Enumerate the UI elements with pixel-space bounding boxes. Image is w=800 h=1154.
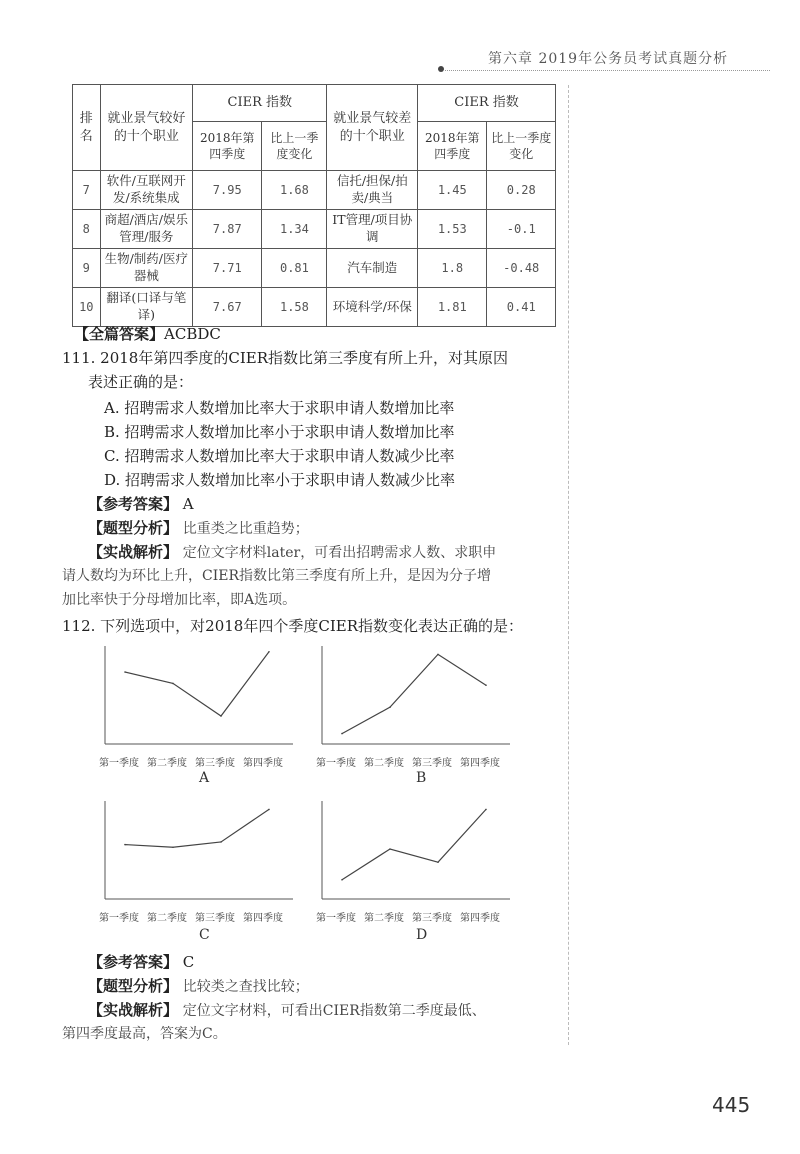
change-b-cell: 0.41 xyxy=(487,288,556,327)
page-number: 445 xyxy=(712,1093,751,1117)
cat-label: 第四季度 xyxy=(243,913,283,924)
data-point xyxy=(341,733,343,735)
job-better-cell: 商超/酒店/娱乐管理/服务 xyxy=(100,210,192,249)
cat-label: 第二季度 xyxy=(147,758,187,769)
data-point xyxy=(389,848,391,850)
change-b-cell: -0.48 xyxy=(487,249,556,288)
chart-a-svg xyxy=(95,640,305,752)
q111-sol-line3: 加比率快于分母增加比率，即A选项。 xyxy=(62,592,297,608)
job-worse-cell: 信托/担保/拍卖/典当 xyxy=(327,171,418,210)
cat-label: 第四季度 xyxy=(460,758,500,769)
job-better-cell: 翻译(口译与笔译) xyxy=(100,288,192,327)
job-better-cell: 生物/制药/医疗器械 xyxy=(100,249,192,288)
q111-option-d: D. 招聘需求人数增加比率小于求职申请人数减少比率 xyxy=(104,471,456,489)
q4-a-cell: 7.71 xyxy=(193,249,262,288)
cat-label: 第二季度 xyxy=(147,913,187,924)
q112-type-label: 【题型分析】 xyxy=(88,977,179,995)
full-answer-line xyxy=(74,322,221,346)
q4-b-cell: 1.45 xyxy=(418,171,487,210)
series-line xyxy=(125,652,269,716)
q111-sol-line1 xyxy=(88,540,496,565)
chart-d-svg xyxy=(312,795,522,907)
chart-c-letter: C xyxy=(199,927,210,943)
chart-a-categories xyxy=(95,754,287,769)
q111-option-c: C. 招聘需求人数增加比率大于求职申请人数减少比率 xyxy=(104,447,455,465)
q112-sol-line1 xyxy=(88,998,486,1023)
cat-label: 第三季度 xyxy=(412,913,452,924)
data-point xyxy=(268,651,270,653)
table-row xyxy=(73,171,556,210)
th-better-jobs: 就业景气较好的十个职业 xyxy=(100,85,192,171)
q112-ref-line xyxy=(88,950,194,974)
full-answer-label: 【全篇答案】 xyxy=(74,325,165,343)
series-line xyxy=(342,654,486,733)
data-point xyxy=(172,846,174,848)
data-point xyxy=(268,809,270,811)
q112-ref-value: C xyxy=(182,953,195,971)
chart-c-svg xyxy=(95,795,305,907)
q4-a-cell: 7.67 xyxy=(193,288,262,327)
q111-type-value: 比重类之比重趋势； xyxy=(182,521,309,537)
th-cier-b: CIER 指数 xyxy=(418,85,556,122)
th-cier-a: CIER 指数 xyxy=(193,85,327,122)
q4-b-cell: 1.53 xyxy=(418,210,487,249)
q112-sol-text1: 定位文字材料，可看出CIER指数第二季度最低、 xyxy=(182,1003,486,1019)
q111-option-b: B. 招聘需求人数增加比率小于求职申请人数增加比率 xyxy=(104,423,455,441)
q111-type-label: 【题型分析】 xyxy=(88,519,179,537)
q111-sol-label: 【实战解析】 xyxy=(88,543,179,561)
q112-sol-line2: 第四季度最高，答案为C。 xyxy=(62,1026,227,1042)
data-point xyxy=(485,684,487,686)
chart-d xyxy=(312,795,522,945)
chart-b xyxy=(312,640,522,790)
th-worse-jobs: 就业景气较差的十个职业 xyxy=(327,85,418,171)
q112-ref-label: 【参考答案】 xyxy=(88,953,179,971)
q111-ref-value: A xyxy=(182,495,194,513)
cat-label: 第一季度 xyxy=(99,758,139,769)
q4-b-cell: 1.8 xyxy=(418,249,487,288)
header-bullet xyxy=(438,66,444,72)
data-point xyxy=(220,841,222,843)
data-point xyxy=(437,654,439,656)
chart-b-svg xyxy=(312,640,522,752)
cat-label: 第一季度 xyxy=(316,913,356,924)
chart-c xyxy=(95,795,305,945)
series-line xyxy=(342,809,486,879)
th-change-a: 比上一季度变化 xyxy=(262,122,327,171)
chart-d-letter: D xyxy=(416,927,428,943)
chart-d-categories xyxy=(312,909,504,924)
cat-label: 第四季度 xyxy=(243,758,283,769)
chart-a-letter: A xyxy=(199,770,210,786)
job-worse-cell: IT管理/项目协调 xyxy=(327,210,418,249)
full-answer-value: ACBDC xyxy=(164,325,221,343)
q111-sol-text1: 定位文字材料later，可看出招聘需求人数、求职申 xyxy=(182,545,497,561)
job-worse-cell: 汽车制造 xyxy=(327,249,418,288)
th-q4-b: 2018年第四季度 xyxy=(418,122,487,171)
data-point xyxy=(172,683,174,685)
data-point xyxy=(485,809,487,811)
margin-rule xyxy=(568,85,569,1045)
chart-b-categories xyxy=(312,754,504,769)
change-b-cell: 0.28 xyxy=(487,171,556,210)
q111-ref-label: 【参考答案】 xyxy=(88,495,179,513)
chart-c-categories xyxy=(95,909,287,924)
cier-table xyxy=(72,84,556,327)
chart-a xyxy=(95,640,305,790)
data-point xyxy=(389,706,391,708)
cat-label: 第四季度 xyxy=(460,913,500,924)
cat-label: 第一季度 xyxy=(316,758,356,769)
q111-type-line xyxy=(88,516,309,541)
header-rule xyxy=(445,70,770,71)
series-line xyxy=(125,809,269,847)
q112-type-value: 比较类之查找比较； xyxy=(182,979,309,995)
cat-label: 第三季度 xyxy=(195,913,235,924)
rank-cell: 10 xyxy=(73,288,101,327)
change-a-cell: 1.34 xyxy=(262,210,327,249)
cat-label: 第三季度 xyxy=(412,758,452,769)
data-point xyxy=(341,879,343,881)
th-q4-a: 2018年第四季度 xyxy=(193,122,262,171)
table-row xyxy=(73,288,556,327)
rank-cell: 7 xyxy=(73,171,101,210)
q111-stem-line1: 111. 2018年第四季度的CIER指数比第三季度有所上升，对其原因 xyxy=(62,349,508,367)
q111-sol-line2: 请人数均为环比上升，CIER指数比第三季度有所上升，是因为分子增 xyxy=(62,568,492,584)
q4-a-cell: 7.95 xyxy=(193,171,262,210)
cat-label: 第一季度 xyxy=(99,913,139,924)
data-point xyxy=(124,844,126,846)
q111-option-a: A. 招聘需求人数增加比率大于求职申请人数增加比率 xyxy=(104,399,455,417)
data-point xyxy=(437,861,439,863)
data-point xyxy=(220,715,222,717)
change-a-cell: 1.58 xyxy=(262,288,327,327)
cat-label: 第二季度 xyxy=(364,913,404,924)
cat-label: 第三季度 xyxy=(195,758,235,769)
q4-b-cell: 1.81 xyxy=(418,288,487,327)
chart-b-letter: B xyxy=(416,770,427,786)
q112-stem: 112. 下列选项中，对2018年四个季度CIER指数变化表达正确的是： xyxy=(62,617,523,635)
data-point xyxy=(124,671,126,673)
th-change-b: 比上一季度变化 xyxy=(487,122,556,171)
change-a-cell: 1.68 xyxy=(262,171,327,210)
table-row xyxy=(73,210,556,249)
th-rank: 排名 xyxy=(73,85,101,171)
job-worse-cell: 环境科学/环保 xyxy=(327,288,418,327)
cat-label: 第二季度 xyxy=(364,758,404,769)
change-b-cell: -0.1 xyxy=(487,210,556,249)
running-header: 第六章 2019年公务员考试真题分析 xyxy=(488,51,729,67)
q112-sol-label: 【实战解析】 xyxy=(88,1001,179,1019)
job-better-cell: 软件/互联网开发/系统集成 xyxy=(100,171,192,210)
q111-stem-line2: 表述正确的是： xyxy=(88,373,194,391)
q4-a-cell: 7.87 xyxy=(193,210,262,249)
change-a-cell: 0.81 xyxy=(262,249,327,288)
rank-cell: 8 xyxy=(73,210,101,249)
rank-cell: 9 xyxy=(73,249,101,288)
q111-ref-line xyxy=(88,492,194,516)
table-row xyxy=(73,249,556,288)
q112-type-line xyxy=(88,974,309,999)
